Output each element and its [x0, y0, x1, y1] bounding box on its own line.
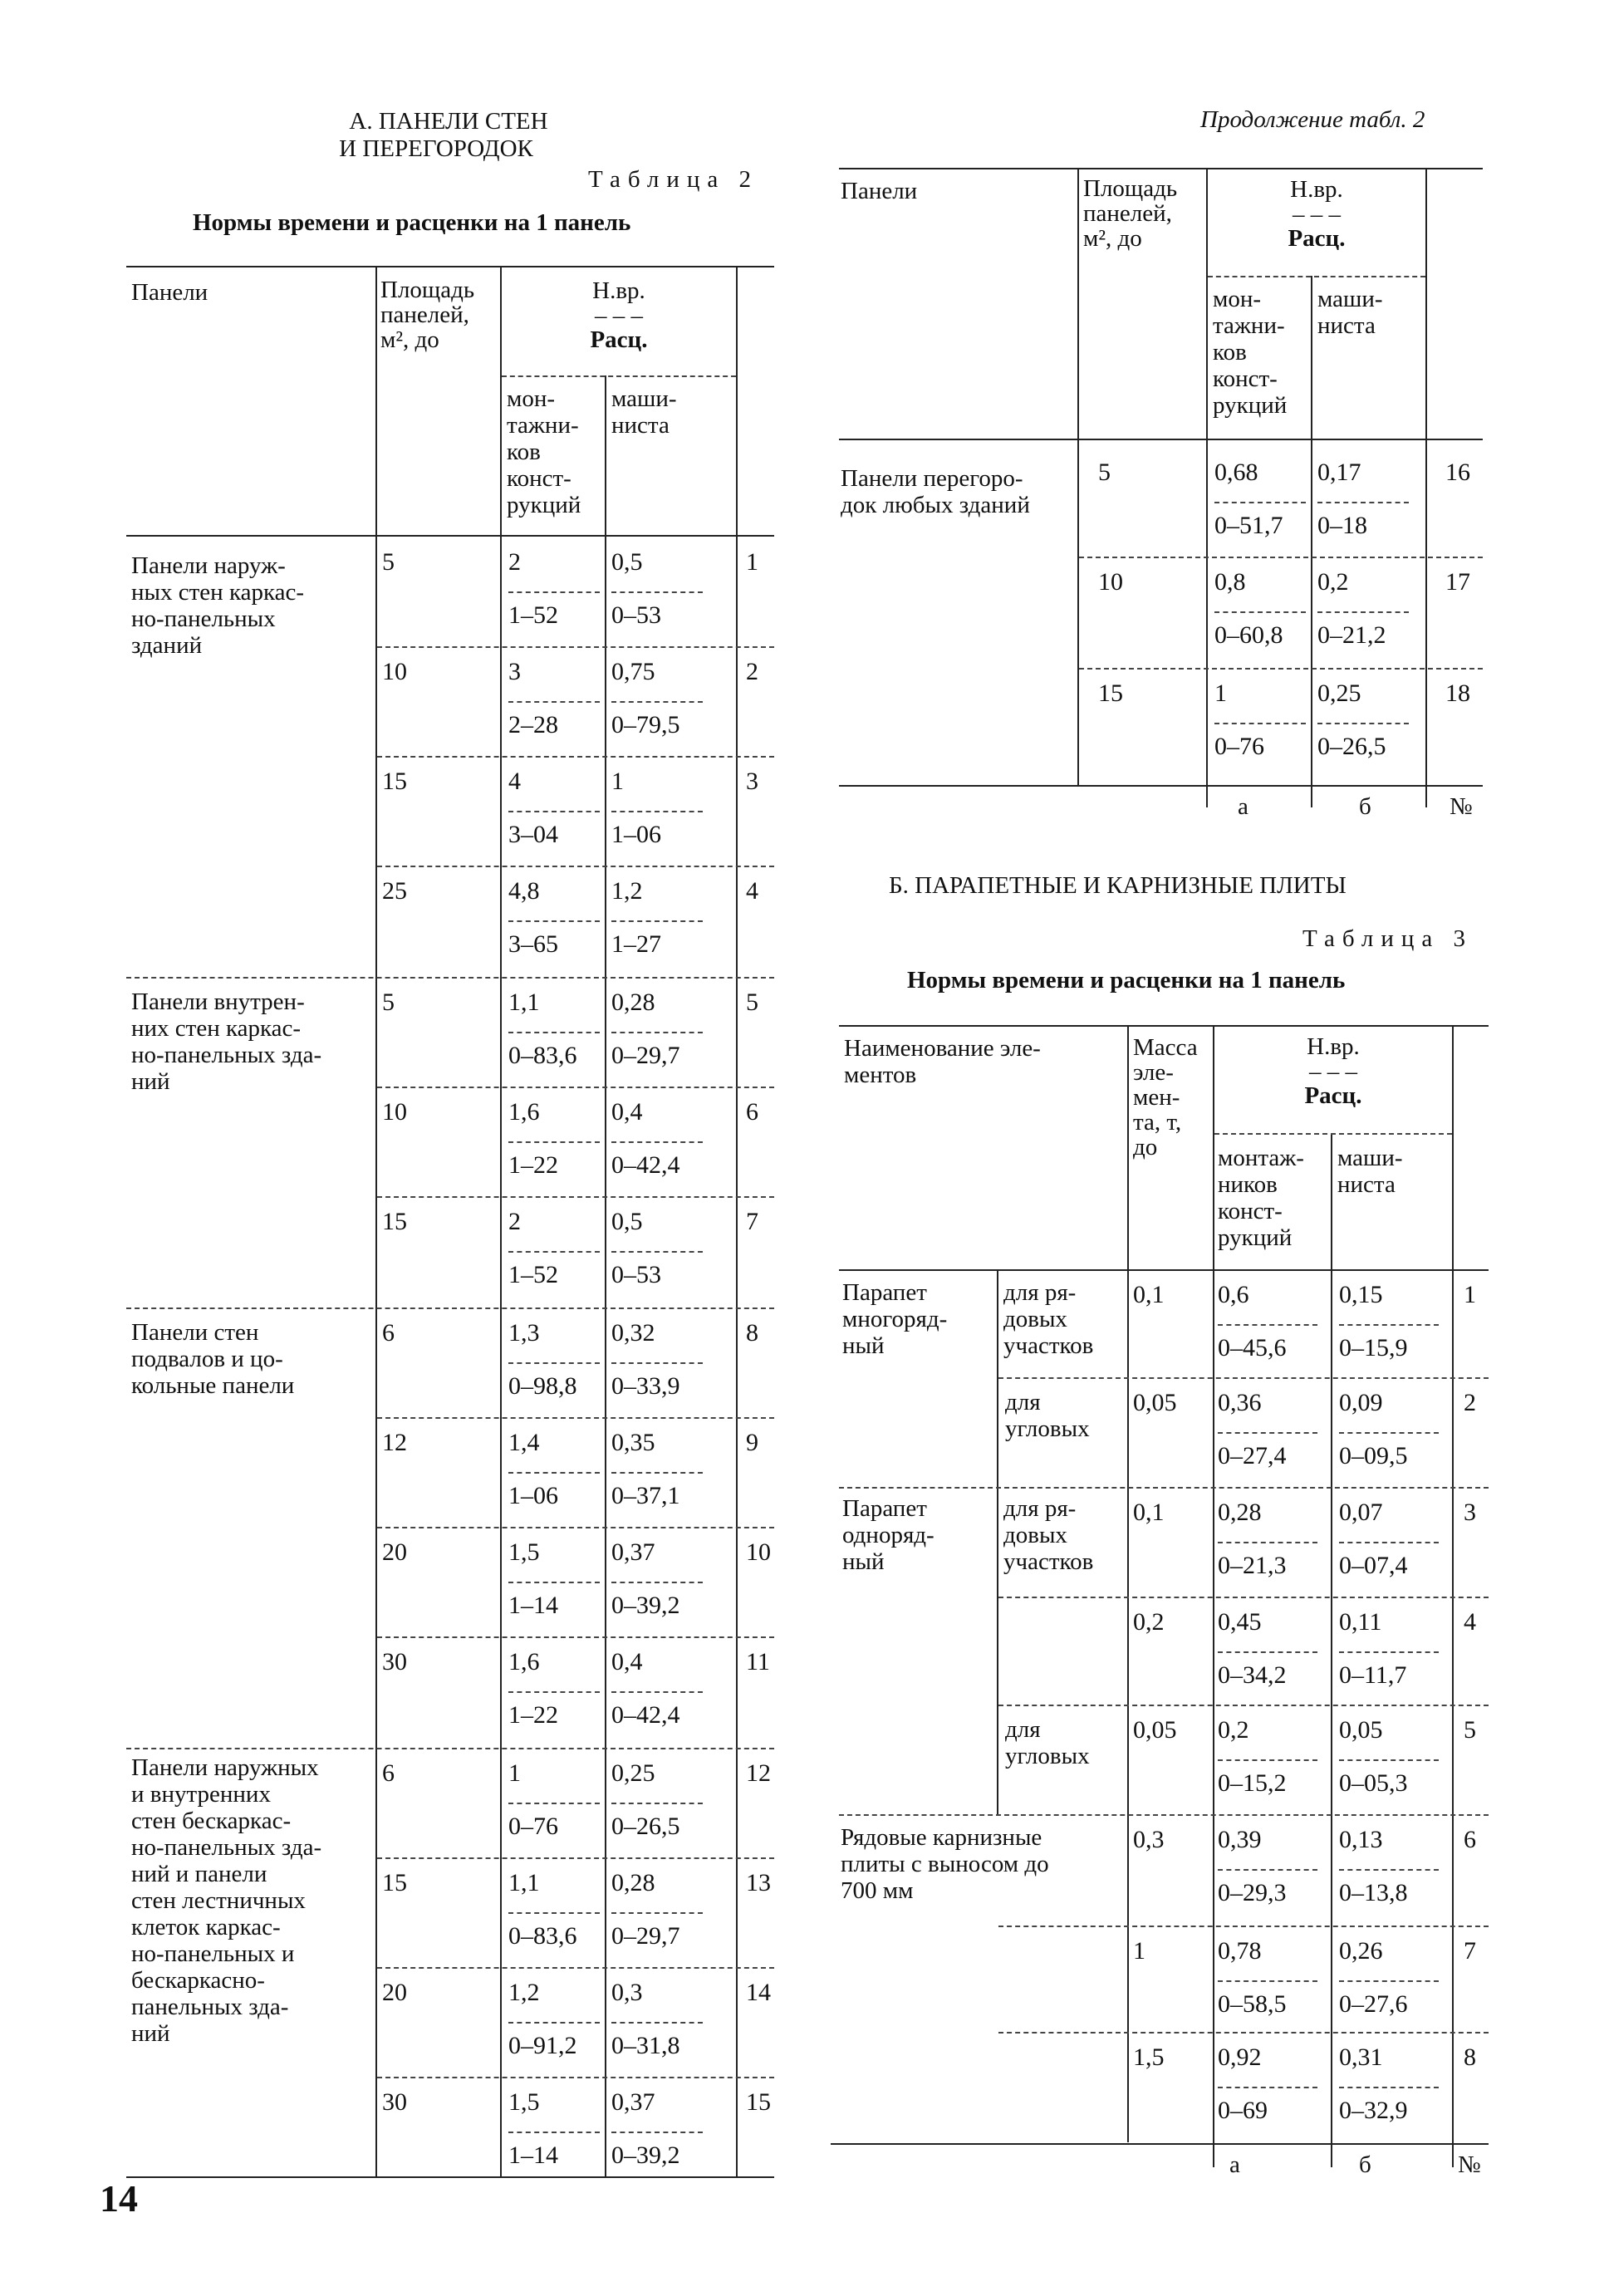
section-title-line: А. ПАНЕЛИ СТЕН: [349, 108, 548, 135]
sub-label: для угловых: [1005, 1389, 1090, 1442]
panel-area: 5: [382, 989, 395, 1016]
panel-area: 30: [382, 2088, 407, 2116]
sub-label: для угловых: [1005, 1716, 1090, 1769]
norm-time-machinist: 0,5: [611, 548, 643, 576]
rate-machinist: 0–29,7: [611, 1922, 680, 1950]
rate-machinist: 0–29,7: [611, 1042, 680, 1069]
norm-time-machinist: 0,13: [1339, 1826, 1383, 1853]
norm-time-installers: 0,92: [1218, 2043, 1262, 2071]
panel-area: 20: [382, 1979, 407, 2006]
row-number: 8: [1464, 2043, 1476, 2071]
col-header-nvr: Н.вр. – – – Расц.: [590, 277, 648, 353]
group-label: Панели наруж- ных стен каркас- но-панельных зданий: [131, 552, 305, 659]
norm-time-installers: 0,68: [1214, 459, 1258, 486]
rate-installers: 0–15,2: [1218, 1769, 1287, 1797]
rate-machinist: 0–05,3: [1339, 1769, 1408, 1797]
group-label: Панели наружных и внутренних стен бескаркас- но-панельных зда- ний и панели стен лестничных клеток каркас- но-панельных и бескаркасно- панельных зда- ний: [131, 1754, 322, 2047]
rate-installers: 0–34,2: [1218, 1661, 1287, 1689]
norm-time-machinist: 1: [611, 768, 624, 795]
row-number: 7: [1464, 1937, 1476, 1965]
norm-time-machinist: 0,3: [611, 1979, 643, 2006]
rate-installers: 0–45,6: [1218, 1334, 1287, 1361]
row-number: 5: [746, 989, 758, 1016]
continuation-label: Продолжение табл. 2: [1200, 106, 1425, 133]
row-number: 15: [746, 2088, 771, 2116]
rate-installers: 1–52: [508, 1261, 558, 1288]
element-mass: 0,1: [1133, 1499, 1165, 1526]
rate-installers: 1–14: [508, 2141, 558, 2169]
norm-time-installers: 1,5: [508, 2088, 540, 2116]
norm-time-installers: 1,3: [508, 1319, 540, 1347]
norm-time-installers: 0,45: [1218, 1608, 1262, 1636]
row-number: 3: [746, 768, 758, 795]
norm-time-machinist: 0,26: [1339, 1937, 1383, 1965]
norm-time-installers: 2: [508, 1208, 521, 1235]
norm-time-machinist: 0,4: [611, 1648, 643, 1675]
norm-time-machinist: 0,32: [611, 1319, 655, 1347]
rate-machinist: 0–31,8: [611, 2032, 680, 2059]
panel-area: 20: [382, 1538, 407, 1566]
row-number: 1: [746, 548, 758, 576]
rate-machinist: 0–07,4: [1339, 1552, 1408, 1579]
element-mass: 0,05: [1133, 1389, 1177, 1416]
rate-installers: 0–27,4: [1218, 1442, 1287, 1469]
col-header-installers: монтаж- ников конст- рукций: [1218, 1145, 1304, 1251]
element-mass: 0,1: [1133, 1281, 1165, 1308]
row-number: 16: [1445, 459, 1470, 486]
norm-time-machinist: 0,25: [611, 1759, 655, 1787]
rate-installers: 1–22: [508, 1701, 558, 1729]
group-label: Панели стен подвалов и цо- кольные панели: [131, 1319, 295, 1399]
element-mass: 1,5: [1133, 2043, 1165, 2071]
panel-area: 10: [1098, 568, 1123, 596]
row-number: 7: [746, 1208, 758, 1235]
table-label: Таблица 3: [1302, 925, 1474, 952]
rate-machinist: 0–32,9: [1339, 2097, 1408, 2124]
row-number: 17: [1445, 568, 1470, 596]
rate-installers: 0–58,5: [1218, 1990, 1287, 2018]
norm-time-installers: 0,8: [1214, 568, 1246, 596]
rate-machinist: 0–09,5: [1339, 1442, 1408, 1469]
rate-installers: 1–14: [508, 1592, 558, 1619]
norm-time-machinist: 0,37: [611, 2088, 655, 2116]
rate-installers: 0–21,3: [1218, 1552, 1287, 1579]
element-mass: 0,05: [1133, 1716, 1177, 1744]
footer-col-a: а: [1238, 793, 1248, 820]
panel-area: 15: [1098, 679, 1123, 707]
rate-installers: 1–52: [508, 601, 558, 629]
row-number: 8: [746, 1319, 758, 1347]
element-mass: 1: [1133, 1937, 1145, 1965]
rate-machinist: 1–27: [611, 930, 661, 958]
col-header-installers: мон- тажни- ков конст- рукций: [507, 385, 581, 518]
footer-col-no: №: [1458, 2151, 1481, 2178]
sub-label: для ря- довых участков: [1003, 1279, 1094, 1359]
panel-area: 5: [382, 548, 395, 576]
norm-time-installers: 0,36: [1218, 1389, 1262, 1416]
norm-time-installers: 1,6: [508, 1098, 540, 1126]
row-number: 2: [1464, 1389, 1476, 1416]
col-header-area: Площадь панелей, м², до: [380, 277, 475, 353]
row-number: 1: [1464, 1281, 1476, 1308]
col-header-nvr: Н.вр. – – – Расц.: [1288, 176, 1346, 252]
group-label: Парапет многоряд- ный: [842, 1279, 948, 1359]
rate-installers: 0–51,7: [1214, 512, 1283, 539]
col-header-area: Площадь панелей, м², до: [1083, 175, 1178, 252]
norm-time-installers: 1,1: [508, 989, 540, 1016]
row-number: 10: [746, 1538, 771, 1566]
rate-machinist: 0–39,2: [611, 2141, 680, 2169]
group-label: Рядовые карнизные плиты с выносом до 700 мм: [841, 1824, 1049, 1904]
norm-time-installers: 0,39: [1218, 1826, 1262, 1853]
rate-machinist: 0–13,8: [1339, 1879, 1408, 1906]
rate-machinist: 0–42,4: [611, 1151, 680, 1179]
rate-installers: 1–22: [508, 1151, 558, 1179]
norm-time-machinist: 0,37: [611, 1538, 655, 1566]
group-label: Панели внутрен- них стен каркас- но-панельных зда- ний: [131, 989, 322, 1095]
panel-area: 15: [382, 768, 407, 795]
norm-time-machinist: 0,35: [611, 1429, 655, 1456]
rate-installers: 0–83,6: [508, 1042, 577, 1069]
row-number: 2: [746, 658, 758, 685]
norm-time-installers: 2: [508, 548, 521, 576]
panel-area: 25: [382, 877, 407, 905]
rate-installers: 3–04: [508, 821, 558, 848]
row-number: 13: [746, 1869, 771, 1896]
rate-machinist: 0–53: [611, 1261, 661, 1288]
rate-installers: 3–65: [508, 930, 558, 958]
rate-installers: 0–29,3: [1218, 1879, 1287, 1906]
rate-installers: 0–98,8: [508, 1372, 577, 1400]
norm-time-machinist: 0,25: [1317, 679, 1361, 707]
norm-time-installers: 0,78: [1218, 1937, 1262, 1965]
panel-area: 5: [1098, 459, 1111, 486]
col-header-installers: мон- тажни- ков конст- рукций: [1213, 286, 1288, 419]
norm-time-installers: 1,6: [508, 1648, 540, 1675]
section-title-b: Б. ПАРАПЕТНЫЕ И КАРНИЗНЫЕ ПЛИТЫ: [889, 872, 1347, 899]
norm-time-installers: 1: [508, 1759, 521, 1787]
rate-installers: 0–91,2: [508, 2032, 577, 2059]
row-number: 11: [746, 1648, 770, 1675]
norm-time-installers: 4: [508, 768, 521, 795]
table-caption: Нормы времени и расценки на 1 панель: [907, 967, 1346, 993]
col-header-nvr: Н.вр. – – – Расц.: [1304, 1033, 1362, 1109]
norm-time-machinist: 1,2: [611, 877, 643, 905]
panel-area: 12: [382, 1429, 407, 1456]
col-header-mass: Масса эле- мен- та, т, до: [1133, 1034, 1198, 1160]
norm-time-installers: 1: [1214, 679, 1227, 707]
group-label: Панели перегоро- док любых зданий: [841, 465, 1030, 518]
rate-machinist: 0–79,5: [611, 711, 680, 738]
norm-time-installers: 1,4: [508, 1429, 540, 1456]
norm-time-installers: 0,2: [1218, 1716, 1249, 1744]
panel-area: 30: [382, 1648, 407, 1675]
row-number: 3: [1464, 1499, 1476, 1526]
norm-time-machinist: 0,17: [1317, 459, 1361, 486]
row-number: 9: [746, 1429, 758, 1456]
group-label: Парапет одноряд- ный: [842, 1495, 934, 1575]
table-label: Таблица 2: [588, 166, 759, 193]
rate-machinist: 0–53: [611, 601, 661, 629]
norm-time-machinist: 0,28: [611, 989, 655, 1016]
panel-area: 10: [382, 658, 407, 685]
row-number: 6: [1464, 1826, 1476, 1853]
rate-installers: 0–76: [508, 1813, 558, 1840]
footer-col-no: №: [1450, 793, 1473, 820]
rate-machinist: 0–21,2: [1317, 621, 1386, 649]
col-header-panels: Панели: [131, 279, 208, 306]
rate-installers: 0–69: [1218, 2097, 1268, 2124]
row-number: 14: [746, 1979, 771, 2006]
rate-machinist: 0–26,5: [1317, 733, 1386, 760]
col-header-machinist: маши- ниста: [611, 385, 677, 439]
row-number: 12: [746, 1759, 771, 1787]
page-number: 14: [100, 2177, 138, 2220]
row-number: 18: [1445, 679, 1470, 707]
norm-time-machinist: 0,31: [1339, 2043, 1383, 2071]
rate-machinist: 0–27,6: [1339, 1990, 1408, 2018]
col-header-name: Наименование эле- ментов: [844, 1035, 1041, 1088]
row-number: 4: [746, 877, 758, 905]
rate-installers: 0–76: [1214, 733, 1264, 760]
rate-installers: 1–06: [508, 1482, 558, 1509]
element-mass: 0,2: [1133, 1608, 1165, 1636]
norm-time-machinist: 0,15: [1339, 1281, 1383, 1308]
norm-time-machinist: 0,28: [611, 1869, 655, 1896]
rate-machinist: 0–18: [1317, 512, 1367, 539]
sub-label: для ря- довых участков: [1003, 1495, 1094, 1575]
footer-col-b: б: [1359, 2151, 1371, 2178]
rate-machinist: 0–26,5: [611, 1813, 680, 1840]
row-number: 5: [1464, 1716, 1476, 1744]
norm-time-machinist: 0,2: [1317, 568, 1349, 596]
element-mass: 0,3: [1133, 1826, 1165, 1853]
norm-time-installers: 1,5: [508, 1538, 540, 1566]
panel-area: 6: [382, 1759, 395, 1787]
row-number: 6: [746, 1098, 758, 1126]
rate-installers: 0–83,6: [508, 1922, 577, 1950]
norm-time-installers: 3: [508, 658, 521, 685]
rate-installers: 0–60,8: [1214, 621, 1283, 649]
footer-col-b: б: [1359, 793, 1371, 820]
norm-time-installers: 1,2: [508, 1979, 540, 2006]
norm-time-machinist: 0,75: [611, 658, 655, 685]
col-header-machinist: маши- ниста: [1317, 286, 1383, 339]
norm-time-installers: 0,6: [1218, 1281, 1249, 1308]
rate-machinist: 0–37,1: [611, 1482, 680, 1509]
norm-time-installers: 1,1: [508, 1869, 540, 1896]
norm-time-machinist: 0,11: [1339, 1608, 1382, 1636]
rate-machinist: 0–39,2: [611, 1592, 680, 1619]
panel-area: 10: [382, 1098, 407, 1126]
rate-machinist: 0–33,9: [611, 1372, 680, 1400]
rate-machinist: 0–42,4: [611, 1701, 680, 1729]
norm-time-machinist: 0,07: [1339, 1499, 1383, 1526]
norm-time-machinist: 0,5: [611, 1208, 643, 1235]
norm-time-installers: 4,8: [508, 877, 540, 905]
col-header-machinist: маши- ниста: [1337, 1145, 1403, 1198]
row-number: 4: [1464, 1608, 1476, 1636]
norm-time-machinist: 0,05: [1339, 1716, 1383, 1744]
panel-area: 15: [382, 1869, 407, 1896]
norm-time-installers: 0,28: [1218, 1499, 1262, 1526]
rate-machinist: 0–15,9: [1339, 1334, 1408, 1361]
norm-time-machinist: 0,09: [1339, 1389, 1383, 1416]
table-caption: Нормы времени и расценки на 1 панель: [193, 209, 631, 236]
col-header-panels: Панели: [841, 178, 918, 204]
section-title-a: [249, 108, 648, 163]
norm-time-machinist: 0,4: [611, 1098, 643, 1126]
rate-machinist: 1–06: [611, 821, 661, 848]
panel-area: 15: [382, 1208, 407, 1235]
panel-area: 6: [382, 1319, 395, 1347]
footer-col-a: а: [1229, 2151, 1240, 2178]
section-title-line: И ПЕРЕГОРОДОК: [339, 135, 533, 162]
rate-installers: 2–28: [508, 711, 558, 738]
rate-machinist: 0–11,7: [1339, 1661, 1407, 1689]
